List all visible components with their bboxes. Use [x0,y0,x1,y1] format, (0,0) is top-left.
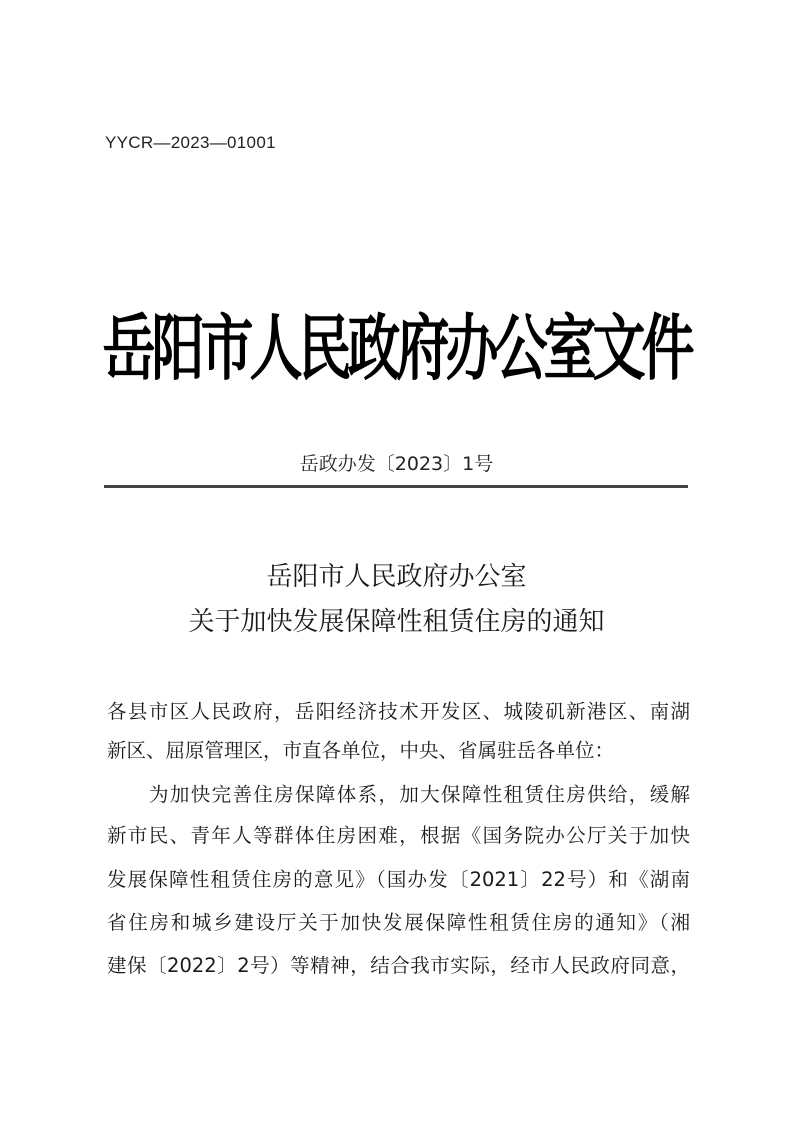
body-paragraph-line-2: 新市民、青年人等群体住房困难，根据《国务院办公厅关于加快 [107,824,690,847]
body-paragraph-line-1: 为加快完善住房保障体系，加大保障性租赁住房供给，缓解 [149,783,690,806]
notice-title-line-2: 关于加快发展保障性租赁住房的通知 [188,607,605,637]
body-paragraph-line-4: 省住房和城乡建设厅关于加快发展保障性租赁住房的通知》（湘 [107,911,690,934]
masthead-title: 岳阳市人民政府办公室文件 [102,306,691,391]
notice-title-line-1: 岳阳市人民政府办公室 [266,562,527,592]
body-paragraph-line-3: 发展保障性租赁住房的意见》（国办发〔2021〕22号）和《湖南 [107,868,690,891]
addressee-line-2: 新区、屈原管理区，市直各单位，中央、省属驻岳各单位： [107,739,615,762]
document-number: 岳政办发〔2023〕1号 [299,453,494,475]
body-paragraph-line-5: 建保〔2022〕2号）等精神，结合我市实际，经市人民政府同意， [107,954,690,977]
addressee-line-1: 各县市区人民政府，岳阳经济技术开发区、城陵矶新港区、南湖 [107,700,690,723]
document-code: YYCR—2023—01001 [105,133,276,152]
header-divider [104,485,688,488]
